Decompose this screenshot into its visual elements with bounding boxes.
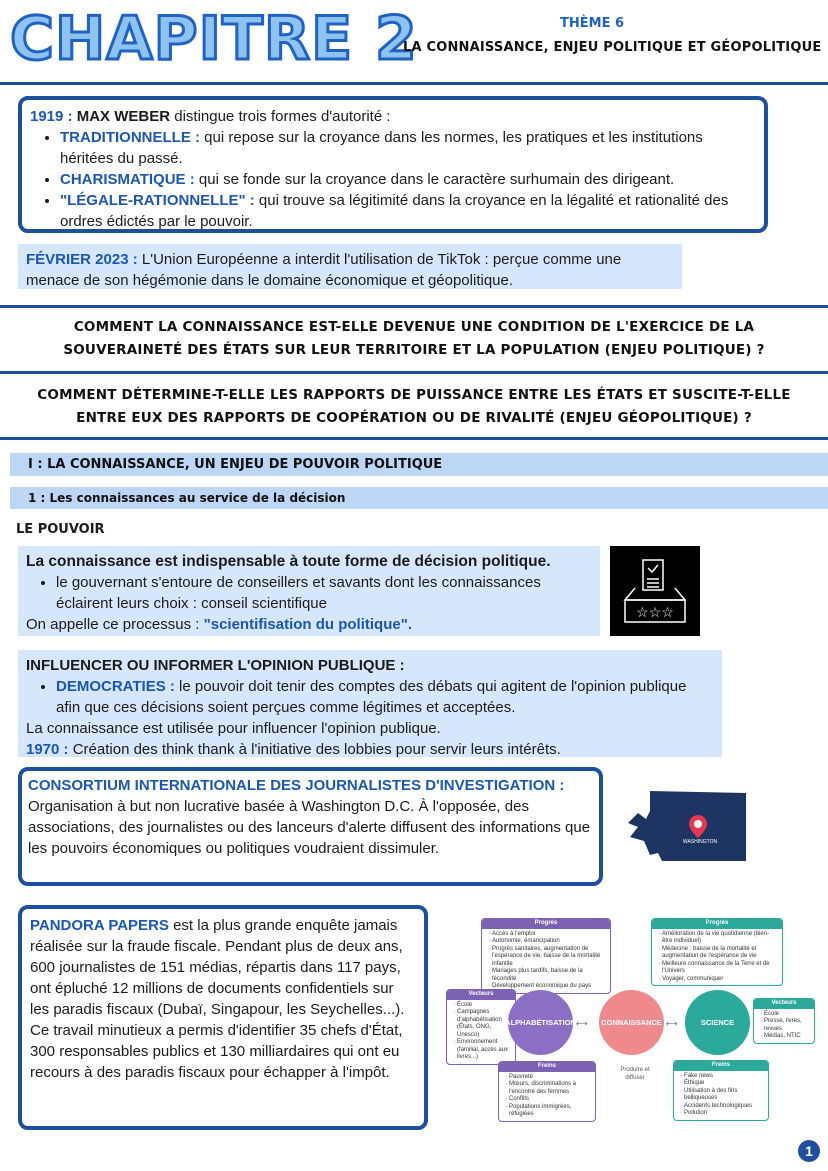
decision-box: La connaissance est indispensable à toute forme de décision politique. • le gouvernant s'entoure de conseillers et savants dont les connaissances éclairent leurs choix : conseil scientifique On appelle ce processus : "scientifisation du politique". [18, 546, 600, 636]
alpha-progres: Progrès · Accès à l'emploi · Autonomie, émancipation · Progrès sanitaires, augmentation de l'espérance de vie, baisse de la mortalité infantile · Mariages plus tardifs, baisse de la fécondité · Développement économique du pays [481, 918, 611, 994]
divider [0, 305, 828, 308]
conn-circle: CONNAISSANCE [599, 990, 664, 1055]
subsection-heading: 1 : Les connaissances au service de la décision [10, 487, 828, 509]
arrow-label: Produire et diffuser [620, 1067, 650, 1081]
divider [0, 371, 828, 374]
knowledge-diagram: Progrès · Accès à l'emploi · Autonomie, émancipation · Progrès sanitaires, augmentation de l'espérance de vie, baisse de la mortalité infantile · Mariages plus tardifs, baisse de la fécondité · Développement économique du pays Vecteurs · École · Campagnes d'alphabétisation (États, ONG, Unesco) · Environnement (familial, accès aux livres...) ALPHABÉTISATION CONNAISSANCE SCIENCE ⟷ ⟷ Produire et diffuser Freins · Pauvreté · Mœurs, discriminations à l'encontre des femmes · Conflits · Populations immigrées, réfugiées Progrès · Amélioration de la vie quotidienne (bien-être individuel) · Médecine : baisse de la mortalité et augmentation de l'espérance de vie · Meilleure connaissance de la Terre et de l'Univers · Voyager, communiquer Vecteurs · École · Presse, livres, revues · Médias, NTIC Freins · Fake news · Éthique · Utilisation à des fins belliqueuses · Accidents technologiques · Pollution [443, 915, 818, 1145]
list-item: • TRADITIONNELLE : qui repose sur la croyance dans les normes, les pratiques et les institutions héritées du passé. [60, 127, 756, 169]
list-item: • CHARISMATIQUE : qui se fonde sur la croyance dans le caractère surhumain des dirigeant. [60, 169, 756, 190]
intro: distingue trois formes d'autorité : [170, 108, 391, 125]
opinion-box: INFLUENCER OU INFORMER L'OPINION PUBLIQUE : • DEMOCRATIES : le pouvoir doit tenir des comptes des débats qui agitent de l'opinion publique afin que ces décisions soient perçues comme légitimes et acceptées. La connaissance est utilisée pour influencer l'opinion publique. 1970 : Création des think thank à l'initiative des lobbies pour servir leurs intérêts. [18, 650, 722, 757]
divider [0, 82, 828, 85]
svg-text:☆☆☆: ☆☆☆ [636, 604, 674, 620]
date: 1919 : [30, 108, 73, 125]
science-vecteurs: Vecteurs · École · Presse, livres, revues · Médias, NTIC [753, 998, 815, 1044]
list-item: • "LÉGALE-RATIONNELLE" : qui trouve sa légitimité dans la croyance en la légalité et rationalité des ordres édictés par le pouvoir. [60, 190, 756, 232]
icij-box: CONSORTIUM INTERNATIONALE DES JOURNALISTES D'INVESTIGATION : Organisation à but non lucrative basée à Washington D.C. À l'opposée, des associations, des journalistes ou des lanceurs d'alerte diffusent des informations que les pouvoirs économiques ou politiques voudraient dissimuler. [18, 767, 603, 886]
science-freins: Freins · Fake news · Éthique · Utilisation à des fins belliqueuses · Accidents technologiques · Pollution [673, 1060, 769, 1121]
alpha-vecteurs: Vecteurs · École · Campagnes d'alphabétisation (États, ONG, Unesco) · Environnement (familial, accès aux livres...) [446, 989, 516, 1065]
question-1: COMMENT LA CONNAISSANCE EST-ELLE DEVENUE UNE CONDITION DE L'EXERCICE DE LA SOUVERAINETÉ DES ÉTATS SUR LEUR TERRITOIRE ET LA POPULATION (ENJEU POLITIQUE) ? [63, 319, 765, 358]
name: MAX WEBER [76, 108, 171, 125]
svg-text:WASHINGTON: WASHINGTON [682, 839, 718, 845]
chapter-title: CHAPITRE 2 [10, 4, 418, 74]
question-2: COMMENT DÉTERMINE-T-ELLE LES RAPPORTS DE PUISSANCE ENTRE LES ÉTATS ET SUSCITE-T-ELLE ENTRE EUX DES RAPPORTS DE COOPÉRATION OU DE RIVALITÉ (ENJEU GÉOPOLITIQUE) ? [37, 387, 791, 426]
alpha-freins: Freins · Pauvreté · Mœurs, discriminations à l'encontre des femmes · Conflits · Populations immigrées, réfugiées [498, 1061, 596, 1122]
science-circle: SCIENCE [685, 990, 750, 1055]
tiktok-box: FÉVRIER 2023 : L'Union Européenne a interdit l'utilisation de TikTok : perçue comme une menace de son hégémonie dans le domaine économique et géopolitique. [18, 244, 682, 289]
divider [0, 437, 828, 440]
weber-box [18, 96, 768, 233]
science-progres: Progrès · Amélioration de la vie quotidienne (bien-être individuel) · Médecine : baisse de la mortalité et augmentation de l'espérance de vie · Meilleure connaissance de la Terre et de l'Univers · Voyager, communiquer [651, 918, 783, 986]
washington-map-icon [622, 785, 750, 863]
ballot-box-icon [610, 546, 700, 636]
page-number: 1 [798, 1140, 820, 1162]
section-heading: I : LA CONNAISSANCE, UN ENJEU DE POUVOIR POLITIQUE [10, 453, 828, 476]
label-pouvoir: LE POUVOIR [16, 522, 105, 537]
theme-subtitle: LA CONNAISSANCE, ENJEU POLITIQUE ET GÉOPOLITIQUE [403, 40, 822, 55]
theme-label: THÈME 6 [560, 16, 625, 31]
alpha-circle: ALPHABÉTISATION [508, 990, 573, 1055]
pandora-box: PANDORA PAPERS est la plus grande enquête jamais réalisée sur la fraude fiscale. Pendant plus de deux ans, 600 journalistes de 151 médias, répartis dans 117 pays, ont épluché 12 millions de documents confidentiels sur les paradis fiscaux (Dubaï, Singapour, les Seychelles...). Ce travail minutieux a permis d'identifier 35 chefs d'État, 300 responsables publics et 130 milliardaires qui ont eu recours à des paradis fiscaux pour échapper à l'impôt. [18, 905, 428, 1130]
